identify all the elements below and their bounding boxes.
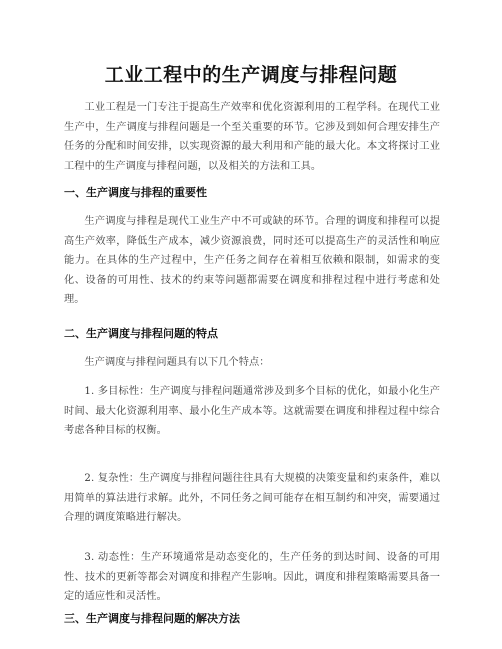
- document-title: 工业工程中的生产调度与排程问题: [104, 64, 398, 86]
- section-2-item-2: 2. 复杂性：生产调度与排程问题往往具有大规模的决策变量和约束条件，难以用简单的算法进行求解。此外，不同任务之间可能存在相互制约和冲突，需要通过合理的调度策略进行解决。: [64, 473, 440, 523]
- intro-paragraph: 工业工程是一门专注于提高生产效率和优化资源利用的工程学科。在现代工业生产中，生产调度与排程问题是一个至关重要的环节。它涉及到如何合理安排生产任务的分配和时间安排，以实现资源的最大利用和产能的最大化。本文将探讨工业工程中的生产调度与排程问题，以及相关的方法和工具。: [64, 102, 440, 172]
- section-2-item-3: 3. 动态性：生产环境通常是动态变化的，生产任务的到达时间、设备的可用性、技术的更新等都会对调度和排程产生影响。因此，调度和排程策略需要具备一定的适应性和灵活性。: [64, 552, 440, 602]
- section-heading-3: 三、生产调度与排程问题的解决方法: [64, 612, 240, 625]
- section-heading-1: 一、生产调度与排程的重要性: [64, 186, 207, 199]
- section-1-paragraph: 生产调度与排程是现代工业生产中不可或缺的环节。合理的调度和排程可以提高生产效率，降低生产成本，减少资源浪费，同时还可以提高生产的灵活性和响应能力。在具体的生产过程中，生产任务之间存在着相互依赖和限制，如需求的变化、设备的可用性、技术的约束等问题都需要在调度和排程过程中进行考虑和处理。: [64, 216, 440, 305]
- section-heading-2: 二、生产调度与排程问题的特点: [64, 327, 218, 340]
- section-2-item-1: 1. 多目标性：生产调度与排程问题通常涉及到多个目标的优化，如最小化生产时间、最大化资源利用率、最小化生产成本等。这就需要在调度和排程过程中综合考虑各种目标的权衡。: [64, 386, 440, 436]
- section-2-intro-paragraph: 生产调度与排程问题具有以下几个特点：: [84, 357, 270, 368]
